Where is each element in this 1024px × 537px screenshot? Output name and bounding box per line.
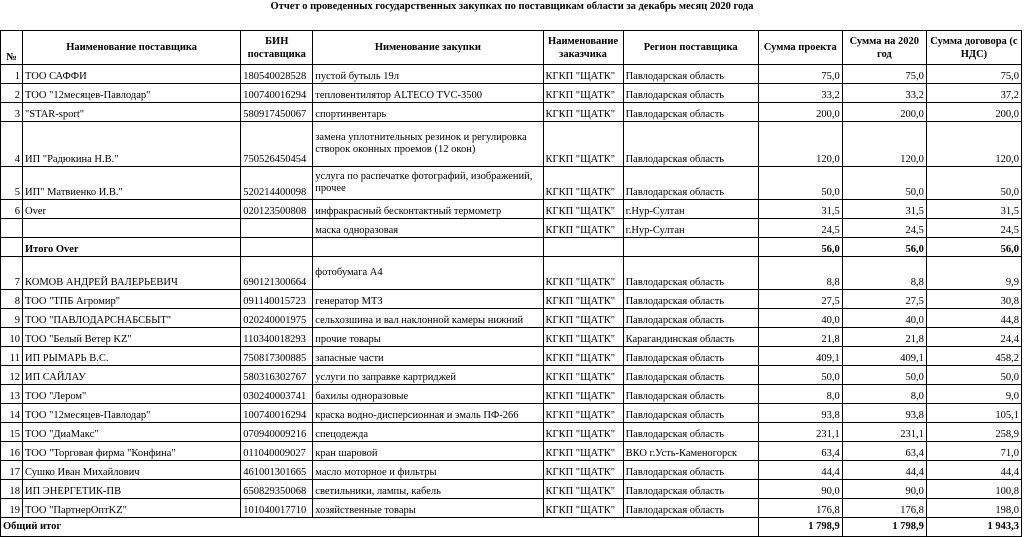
sum-2020[interactable]: 50,0 (842, 167, 926, 200)
supplier-region[interactable]: Павлодарская область (623, 480, 758, 499)
row-no[interactable]: 14 (1, 404, 23, 423)
supplier-bin[interactable]: 650829350068 (241, 480, 313, 499)
row-no[interactable]: 4 (1, 122, 23, 167)
purchase-item[interactable]: прочие товары (313, 328, 543, 347)
header-customer[interactable]: Наименование заказчика (543, 31, 623, 65)
customer-name[interactable]: КГКП "ЩАТК" (543, 65, 623, 84)
project-sum[interactable]: 231,1 (758, 423, 842, 442)
table-row (1, 366, 1022, 385)
table-row (1, 290, 1022, 309)
customer-name[interactable] (543, 238, 623, 257)
supplier-region[interactable]: Карагандинская область (623, 328, 758, 347)
supplier-name[interactable]: ТОО "ПартнерОптKZ" (23, 499, 241, 518)
supplier-name[interactable]: ИП РЫМАРЬ В.С. (23, 347, 241, 366)
purchase-item[interactable]: спецодежда (313, 423, 543, 442)
sum-2020[interactable]: 44,4 (842, 461, 926, 480)
customer-name[interactable]: КГКП "ЩАТК" (543, 219, 623, 238)
project-sum[interactable]: 200,0 (758, 103, 842, 122)
purchase-item[interactable]: сельхозшина и вал наклонной камеры нижний (313, 309, 543, 328)
supplier-name[interactable]: "STAR-sport" (23, 103, 241, 122)
row-no[interactable]: 2 (1, 84, 23, 103)
project-sum[interactable]: 27,5 (758, 290, 842, 309)
sum-2020[interactable]: 75,0 (842, 65, 926, 84)
supplier-bin[interactable]: 110340018293 (241, 328, 313, 347)
contract-sum[interactable]: 458,2 (926, 347, 1021, 366)
customer-name[interactable]: КГКП "ЩАТК" (543, 84, 623, 103)
table-row (1, 238, 1022, 257)
contract-sum[interactable]: 44,8 (926, 309, 1021, 328)
supplier-bin[interactable]: 580316302767 (241, 366, 313, 385)
supplier-bin[interactable]: 750817300885 (241, 347, 313, 366)
purchase-item[interactable]: кран шаровой (313, 442, 543, 461)
supplier-name[interactable]: ТОО "12месяцев-Павлодар" (23, 84, 241, 103)
row-no[interactable]: 18 (1, 480, 23, 499)
supplier-region[interactable]: Павлодарская область (623, 404, 758, 423)
supplier-name[interactable]: ИП САЙЛАУ (23, 366, 241, 385)
purchase-item[interactable]: запасные части (313, 347, 543, 366)
report-title: Отчет о проведенных государственных закупках по поставщикам области за декабрь месяц 2020 года (270, 1, 754, 12)
project-sum[interactable]: 8,0 (758, 385, 842, 404)
sum-2020[interactable]: 90,0 (842, 480, 926, 499)
supplier-name[interactable]: ТОО "Торговая фирма "Конфина" (23, 442, 241, 461)
supplier-region[interactable]: Павлодарская область (623, 461, 758, 480)
supplier-bin[interactable]: 461001301665 (241, 461, 313, 480)
supplier-bin[interactable] (241, 238, 313, 257)
customer-name[interactable]: КГКП "ЩАТК" (543, 347, 623, 366)
supplier-name[interactable]: ТОО "ДиаМакс" (23, 423, 241, 442)
grand-total-sum-2020[interactable]: 1 798,9 (842, 518, 926, 537)
supplier-name[interactable]: Итого Over (23, 238, 241, 257)
purchase-item[interactable]: тепловентилятор ALTECO TVC-3500 (313, 84, 543, 103)
grand-total-project-sum[interactable]: 1 798,9 (758, 518, 842, 537)
header-project-sum[interactable]: Сумма проекта (758, 31, 842, 65)
sum-2020[interactable]: 120,0 (842, 122, 926, 167)
sum-2020[interactable]: 409,1 (842, 347, 926, 366)
purchase-item[interactable]: фотобумага А4 (313, 257, 543, 290)
supplier-bin[interactable]: 020123500808 (241, 200, 313, 219)
project-sum[interactable]: 8,8 (758, 257, 842, 290)
row-no[interactable]: 10 (1, 328, 23, 347)
supplier-name[interactable]: ТОО "12месяцев-Павлодар" (23, 404, 241, 423)
purchase-item[interactable]: бахилы одноразовые (313, 385, 543, 404)
supplier-name[interactable]: ИП "Радюкина Н.В." (23, 122, 241, 167)
customer-name[interactable]: КГКП "ЩАТК" (543, 385, 623, 404)
supplier-bin[interactable]: 100740016294 (241, 404, 313, 423)
sum-2020[interactable]: 27,5 (842, 290, 926, 309)
sum-2020[interactable]: 8,0 (842, 385, 926, 404)
procurement-table (0, 30, 1022, 537)
purchase-item[interactable]: генератор МТЗ (313, 290, 543, 309)
supplier-bin[interactable] (241, 219, 313, 238)
table-row (1, 84, 1022, 103)
row-no[interactable]: 1 (1, 65, 23, 84)
supplier-name[interactable]: ТОО САФФИ (23, 65, 241, 84)
customer-name[interactable]: КГКП "ЩАТК" (543, 499, 623, 518)
project-sum[interactable]: 33,2 (758, 84, 842, 103)
project-sum[interactable]: 120,0 (758, 122, 842, 167)
project-sum[interactable]: 90,0 (758, 480, 842, 499)
supplier-name[interactable]: ТОО "Лером" (23, 385, 241, 404)
project-sum[interactable]: 50,0 (758, 167, 842, 200)
project-sum[interactable]: 176,8 (758, 499, 842, 518)
supplier-region[interactable]: г.Нур-Султан (623, 200, 758, 219)
supplier-bin[interactable]: 100740016294 (241, 84, 313, 103)
table-body (1, 65, 1022, 518)
table-row (1, 65, 1022, 84)
contract-sum[interactable]: 100,8 (926, 480, 1021, 499)
customer-name[interactable]: КГКП "ЩАТК" (543, 290, 623, 309)
table-row (1, 103, 1022, 122)
row-no[interactable]: 16 (1, 442, 23, 461)
table-row (1, 423, 1022, 442)
table-row (1, 309, 1022, 328)
supplier-bin[interactable]: 020240001975 (241, 309, 313, 328)
customer-name[interactable]: КГКП "ЩАТК" (543, 461, 623, 480)
sum-2020[interactable]: 33,2 (842, 84, 926, 103)
sum-2020[interactable]: 93,8 (842, 404, 926, 423)
table-row (1, 461, 1022, 480)
supplier-name[interactable]: ТОО "ТПБ Агромир" (23, 290, 241, 309)
row-no[interactable] (1, 219, 23, 238)
table-row (1, 480, 1022, 499)
supplier-name[interactable]: ИП" Матвиенко И.В." (23, 167, 241, 200)
supplier-name[interactable]: ТОО "Белый Ветер KZ" (23, 328, 241, 347)
header-contract-sum[interactable]: Сумма договора (с НДС) (926, 31, 1021, 65)
contract-sum[interactable]: 44,4 (926, 461, 1021, 480)
row-no[interactable]: 11 (1, 347, 23, 366)
row-no[interactable]: 17 (1, 461, 23, 480)
supplier-region[interactable]: Павлодарская область (623, 290, 758, 309)
table-row (1, 385, 1022, 404)
project-sum[interactable]: 56,0 (758, 238, 842, 257)
project-sum[interactable]: 50,0 (758, 366, 842, 385)
row-no[interactable]: 12 (1, 366, 23, 385)
supplier-region[interactable]: Павлодарская область (623, 347, 758, 366)
supplier-region[interactable]: Павлодарская область (623, 366, 758, 385)
contract-sum[interactable]: 37,2 (926, 84, 1021, 103)
contract-sum[interactable]: 198,0 (926, 499, 1021, 518)
supplier-region[interactable]: Павлодарская область (623, 257, 758, 290)
project-sum[interactable]: 63,4 (758, 442, 842, 461)
supplier-bin[interactable]: 750526450454 (241, 122, 313, 167)
purchase-item[interactable]: инфракрасный бесконтактный термометр (313, 200, 543, 219)
sum-2020[interactable]: 8,8 (842, 257, 926, 290)
project-sum[interactable]: 24,5 (758, 219, 842, 238)
contract-sum[interactable]: 24,5 (926, 219, 1021, 238)
supplier-region[interactable] (623, 238, 758, 257)
supplier-bin[interactable]: 520214400098 (241, 167, 313, 200)
row-no[interactable]: 8 (1, 290, 23, 309)
purchase-item[interactable]: краска водно-дисперсионная и эмаль ПФ-266 (313, 404, 543, 423)
grand-total-contract-sum[interactable]: 1 943,3 (926, 518, 1021, 537)
table-row (1, 328, 1022, 347)
supplier-region[interactable]: Павлодарская область (623, 499, 758, 518)
project-sum[interactable]: 21,8 (758, 328, 842, 347)
contract-sum[interactable]: 75,0 (926, 65, 1021, 84)
project-sum[interactable]: 93,8 (758, 404, 842, 423)
contract-sum[interactable]: 50,0 (926, 366, 1021, 385)
purchase-item[interactable]: замена уплотнительных резинок и регулировка створок оконных проемов (12 окон) (313, 122, 543, 167)
supplier-bin[interactable]: 030240003741 (241, 385, 313, 404)
project-sum[interactable]: 31,5 (758, 200, 842, 219)
contract-sum[interactable]: 31,5 (926, 200, 1021, 219)
header-no[interactable]: № (1, 31, 23, 65)
table-row (1, 257, 1022, 290)
customer-name[interactable]: КГКП "ЩАТК" (543, 442, 623, 461)
header-sum-2020[interactable]: Сумма на 2020 год (842, 31, 926, 65)
project-sum[interactable]: 75,0 (758, 65, 842, 84)
purchase-item[interactable]: услуга по распечатке фотографий, изображений, прочее (313, 167, 543, 200)
row-no[interactable]: 3 (1, 103, 23, 122)
table-row (1, 442, 1022, 461)
table-row (1, 122, 1022, 167)
contract-sum[interactable]: 9,9 (926, 257, 1021, 290)
customer-name[interactable]: КГКП "ЩАТК" (543, 423, 623, 442)
supplier-name[interactable]: Over (23, 200, 241, 219)
supplier-bin[interactable]: 070940009216 (241, 423, 313, 442)
project-sum[interactable]: 40,0 (758, 309, 842, 328)
customer-name[interactable]: КГКП "ЩАТК" (543, 257, 623, 290)
customer-name[interactable]: КГКП "ЩАТК" (543, 404, 623, 423)
row-no[interactable]: 5 (1, 167, 23, 200)
customer-name[interactable]: КГКП "ЩАТК" (543, 122, 623, 167)
customer-name[interactable]: КГКП "ЩАТК" (543, 200, 623, 219)
customer-name[interactable]: КГКП "ЩАТК" (543, 328, 623, 347)
sum-2020[interactable]: 40,0 (842, 309, 926, 328)
header-row (1, 31, 1022, 65)
sum-2020[interactable]: 56,0 (842, 238, 926, 257)
purchase-item[interactable]: светильники, лампы, кабель (313, 480, 543, 499)
contract-sum[interactable]: 50,0 (926, 167, 1021, 200)
supplier-region[interactable]: г.Нур-Султан (623, 219, 758, 238)
supplier-bin[interactable]: 580917450067 (241, 103, 313, 122)
header-supplier[interactable]: Наименование поставщика (23, 31, 241, 65)
contract-sum[interactable]: 105,1 (926, 404, 1021, 423)
supplier-bin[interactable]: 690121300664 (241, 257, 313, 290)
sum-2020[interactable]: 231,1 (842, 423, 926, 442)
supplier-region[interactable]: Павлодарская область (623, 309, 758, 328)
sum-2020[interactable]: 200,0 (842, 103, 926, 122)
sum-2020[interactable]: 50,0 (842, 366, 926, 385)
project-sum[interactable]: 44,4 (758, 461, 842, 480)
supplier-region[interactable]: Павлодарская область (623, 103, 758, 122)
purchase-item[interactable]: пустой бутыль 19л (313, 65, 543, 84)
header-bin[interactable]: БИН поставщика (241, 31, 313, 65)
supplier-region[interactable]: Павлодарская область (623, 122, 758, 167)
supplier-region[interactable]: Павлодарская область (623, 84, 758, 103)
supplier-name[interactable]: Сушко Иван Михайлович (23, 461, 241, 480)
contract-sum[interactable]: 71,0 (926, 442, 1021, 461)
table-row (1, 499, 1022, 518)
row-no[interactable]: 15 (1, 423, 23, 442)
contract-sum[interactable]: 56,0 (926, 238, 1021, 257)
sum-2020[interactable]: 31,5 (842, 200, 926, 219)
contract-sum[interactable]: 120,0 (926, 122, 1021, 167)
purchase-item[interactable]: масло моторное и фильтры (313, 461, 543, 480)
supplier-region[interactable]: Павлодарская область (623, 65, 758, 84)
row-no[interactable]: 7 (1, 257, 23, 290)
table-row (1, 167, 1022, 200)
contract-sum[interactable]: 9,0 (926, 385, 1021, 404)
table-row (1, 347, 1022, 366)
sum-2020[interactable]: 176,8 (842, 499, 926, 518)
contract-sum[interactable]: 24,4 (926, 328, 1021, 347)
supplier-bin[interactable]: 180540028528 (241, 65, 313, 84)
customer-name[interactable]: КГКП "ЩАТК" (543, 103, 623, 122)
customer-name[interactable]: КГКП "ЩАТК" (543, 309, 623, 328)
purchase-item[interactable]: спортинвентарь (313, 103, 543, 122)
contract-sum[interactable]: 30,8 (926, 290, 1021, 309)
purchase-item[interactable]: маска одноразовая (313, 219, 543, 238)
sum-2020[interactable]: 21,8 (842, 328, 926, 347)
customer-name[interactable]: КГКП "ЩАТК" (543, 366, 623, 385)
supplier-region[interactable]: ВКО г.Усть-Каменогорск (623, 442, 758, 461)
supplier-name[interactable]: КОМОВ АНДРЕЙ ВАЛЕРЬЕВИЧ (23, 257, 241, 290)
purchase-item[interactable]: хозяйственные товары (313, 499, 543, 518)
row-no[interactable]: 19 (1, 499, 23, 518)
sum-2020[interactable]: 63,4 (842, 442, 926, 461)
contract-sum[interactable]: 258,9 (926, 423, 1021, 442)
grand-total-row (1, 518, 1022, 537)
purchase-item[interactable] (313, 238, 543, 257)
row-no[interactable]: 9 (1, 309, 23, 328)
header-region[interactable]: Регион поставщика (623, 31, 758, 65)
table-row (1, 200, 1022, 219)
table-row (1, 219, 1022, 238)
grand-total-label[interactable]: Общий итог (1, 518, 759, 537)
contract-sum[interactable]: 200,0 (926, 103, 1021, 122)
row-no[interactable] (1, 238, 23, 257)
customer-name[interactable]: КГКП "ЩАТК" (543, 167, 623, 200)
row-no[interactable]: 13 (1, 385, 23, 404)
supplier-name[interactable] (23, 219, 241, 238)
customer-name[interactable]: КГКП "ЩАТК" (543, 480, 623, 499)
supplier-bin[interactable]: 091140015723 (241, 290, 313, 309)
supplier-region[interactable]: Павлодарская область (623, 423, 758, 442)
supplier-name[interactable]: ИП ЭНЕРГЕТИК-ПВ (23, 480, 241, 499)
supplier-region[interactable]: Павлодарская область (623, 167, 758, 200)
supplier-bin[interactable]: 101040017710 (241, 499, 313, 518)
header-item[interactable]: Нименование закупки (313, 31, 543, 65)
project-sum[interactable]: 409,1 (758, 347, 842, 366)
row-no[interactable]: 6 (1, 200, 23, 219)
supplier-name[interactable]: ТОО "ПАВЛОДАРСНАБСБЫТ" (23, 309, 241, 328)
supplier-region[interactable]: Павлодарская область (623, 385, 758, 404)
sum-2020[interactable]: 24,5 (842, 219, 926, 238)
purchase-item[interactable]: услуги по заправке картриджей (313, 366, 543, 385)
supplier-bin[interactable]: 011040009027 (241, 442, 313, 461)
table-row (1, 404, 1022, 423)
